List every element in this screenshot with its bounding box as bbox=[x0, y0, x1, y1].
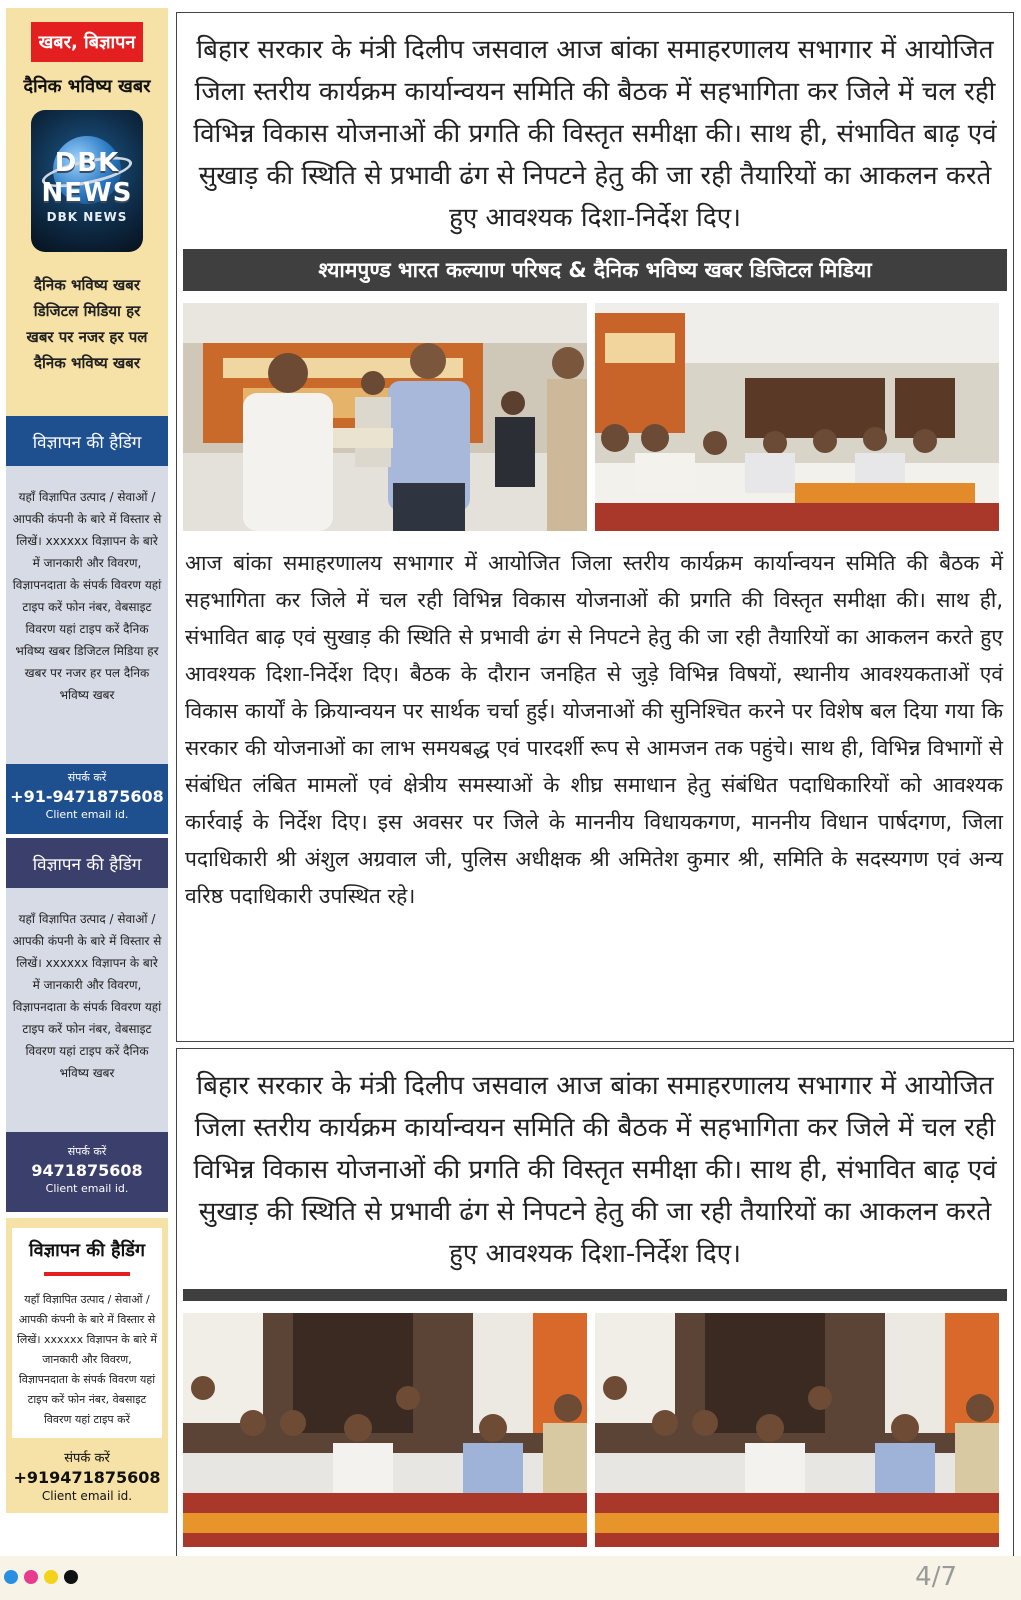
dbk-news-logo bbox=[31, 110, 143, 252]
ad-contact bbox=[6, 1132, 168, 1212]
photo-row bbox=[183, 303, 1007, 531]
slogan-line: दैनिक भविष्य खबर bbox=[34, 354, 140, 372]
contact-email: Client email id. bbox=[41, 1489, 133, 1503]
contact-email: Client email id. bbox=[45, 1182, 129, 1195]
ad-heading: विज्ञापन की हैडिंग bbox=[6, 838, 168, 888]
news-ad-tag: खबर, बिज्ञापन bbox=[31, 22, 144, 62]
ad-contact bbox=[6, 764, 168, 834]
ad-body: यहाँ विज्ञापित उत्पाद / सेवाओं / आपकी कंपनी के बारे में विस्तार से लिखें। xxxxxx विज्ञापन के बारे में जानकारी और विवरण, विज्ञापनदाता के संपर्क विवरण यहां टाइप करें फोन नंबर, वेबसाइट विवरण यहां टाइप करें दैनिक भविष्य खबर डिजिटल मिडिया हर खबर पर नजर हर पल दैनिक भविष्य खबर bbox=[12, 490, 162, 702]
ad-body: यहाँ विज्ञापित उत्पाद / सेवाओं / आपकी कंपनी के बारे में विस्तार से लिखें। xxxxxx विज्ञापन के बारे में जानकारी और विवरण, विज्ञापनदाता के संपर्क विवरण यहां टाइप करें फोन नंबर, वेबसाइट विवरण यहां टाइप करें दैनिक भविष्य खबर bbox=[12, 912, 162, 1080]
contact-label: संपर्क करें bbox=[67, 771, 107, 784]
contact-phone: 9471875608 bbox=[31, 1161, 143, 1180]
ad-heading: विज्ञापन की हैडिंग bbox=[6, 416, 168, 466]
contact-phone: +919471875608 bbox=[13, 1468, 161, 1487]
photo-row bbox=[183, 1313, 1007, 1547]
article-1 bbox=[176, 12, 1014, 1042]
contact-email: Client email id. bbox=[45, 808, 129, 821]
ad-contact bbox=[12, 1438, 162, 1511]
photo-meeting-hall bbox=[595, 303, 999, 531]
ad-heading: विज्ञापन की हैडिंग bbox=[28, 1240, 146, 1261]
contact-label: संपर्क करें bbox=[67, 1145, 107, 1158]
section-divider-bar bbox=[183, 1289, 1007, 1301]
sidebar bbox=[6, 8, 168, 1560]
photo-meeting-panel-1 bbox=[183, 1313, 587, 1547]
ad-divider bbox=[44, 1272, 130, 1276]
ad-inner bbox=[12, 1228, 162, 1438]
ad-body: यहाँ विज्ञापित उत्पाद / सेवाओं / आपकी कंपनी के बारे में विस्तार से लिखें। xxxxxx विज्ञापन के बारे में जानकारी और विवरण, विज्ञापनदाता के संपर्क विवरण यहां टाइप करें फोन नंबर, वेबसाइट विवरण यहां टाइप करें bbox=[17, 1293, 157, 1426]
color-dots bbox=[4, 1570, 78, 1584]
photo-felicitation bbox=[183, 303, 587, 531]
viewer-footer bbox=[0, 1556, 1021, 1600]
logo-text-main: DBK NEWS bbox=[41, 148, 133, 208]
contact-phone: +91-9471875608 bbox=[10, 787, 164, 806]
logo-text-sub: DBK NEWS bbox=[46, 210, 128, 224]
paper-name: दैनिक भविष्य खबर bbox=[23, 76, 151, 97]
ad-block-2 bbox=[6, 838, 168, 1212]
slogan-line: दैनिक भविष्य खबर bbox=[34, 276, 140, 294]
article-body: आज बांका समाहरणालय सभागार में आयोजित जिला स्तरीय कार्यक्रम कार्यान्वयन समिति की बैठक में सहभागिता कर जिले में चल रही विभिन्न विकास योजनाओं की प्रगति की विस्तृत समीक्षा की। साथ ही, संभावित बाढ़ एवं सुखाड़ की स्थिति से प्रभावी ढंग से निपटने हेतु की जा रही तैयारियों का आकलन करते हुए आवश्यक दिशा-निर्देश दिए। बैठक के दौरान जनहित से जुड़े विभिन्न विषयों, स्थानीय आवश्यकताओं एवं विकास कार्यों के क्रियान्वयन पर सार्थक चर्चा हुई। योजनाओं की सुनिश्चित करने पर विशेष बल दिया गया कि सरकार की योजनाओं का लाभ समयबद्ध एवं पारदर्शी रूप से आमजन तक पहुंचे। साथ ही, विभिन्न विभागों से संबंधित लंबित मामलों एवं क्षेत्रीय समस्याओं के शीघ्र समाधान हेतु संबंधित पदाधिकारियों को आवश्यक कार्रवाई के निर्देश दिए। इस अवसर पर जिले के माननीय विधायकगण, माननीय विधान पार्षदगण, जिला पदाधिकारी श्री अंशुल अग्रवाल जी, पुलिस अधीक्षक श्री अमितेश कुमार श्री, समिति के सदस्यगण एवं अन्य वरिष्ठ पदाधिकारी उपस्थित रहे। bbox=[185, 551, 1003, 908]
photo-meeting-panel-2 bbox=[595, 1313, 999, 1547]
dot-pink bbox=[24, 1570, 38, 1584]
ad-block-1 bbox=[6, 416, 168, 834]
article-headline: बिहार सरकार के मंत्री दिलीप जसवाल आज बांका समाहरणालय सभागार में आयोजित जिला स्तरीय कार्यक्रम कार्यान्वयन समिति की बैठक में सहभागिता कर जिले में चल रही विभिन्न विकास योजनाओं की प्रगति की विस्तृत समीक्षा की। साथ ही, संभावित बाढ़ एवं सुखाड़ की स्थिति से प्रभावी ढंग से निपटने हेतु की जा रही तैयारियों का आकलन करते हुए आवश्यक दिशा-निर्देश दिए। bbox=[193, 1071, 997, 1269]
article-2 bbox=[176, 1048, 1014, 1560]
slogan-line: खबर पर नजर हर पल bbox=[26, 328, 148, 346]
dot-yellow bbox=[44, 1570, 58, 1584]
slogan-line: डिजिटल मिडिया हर bbox=[33, 302, 141, 320]
ad-block-3 bbox=[6, 1218, 168, 1513]
dot-blue bbox=[4, 1570, 18, 1584]
article-headline: बिहार सरकार के मंत्री दिलीप जसवाल आज बांका समाहरणालय सभागार में आयोजित जिला स्तरीय कार्यक्रम कार्यान्वयन समिति की बैठक में सहभागिता कर जिले में चल रही विभिन्न विकास योजनाओं की प्रगति की विस्तृत समीक्षा की। साथ ही, संभावित बाढ़ एवं सुखाड़ की स्थिति से प्रभावी ढंग से निपटने हेतु की जा रही तैयारियों का आकलन करते हुए आवश्यक दिशा-निर्देश दिए। bbox=[193, 35, 997, 233]
sidebar-slogan bbox=[6, 272, 168, 376]
sidebar-brand-section bbox=[6, 8, 168, 416]
page-indicator[interactable]: 4/7 bbox=[915, 1562, 957, 1592]
publisher-banner: श्यामपुण्ड भारत कल्याण परिषद & दैनिक भविष्य खबर डिजिटल मिडिया bbox=[183, 249, 1007, 291]
dot-black bbox=[64, 1570, 78, 1584]
contact-label: संपर्क करें bbox=[64, 1451, 110, 1466]
